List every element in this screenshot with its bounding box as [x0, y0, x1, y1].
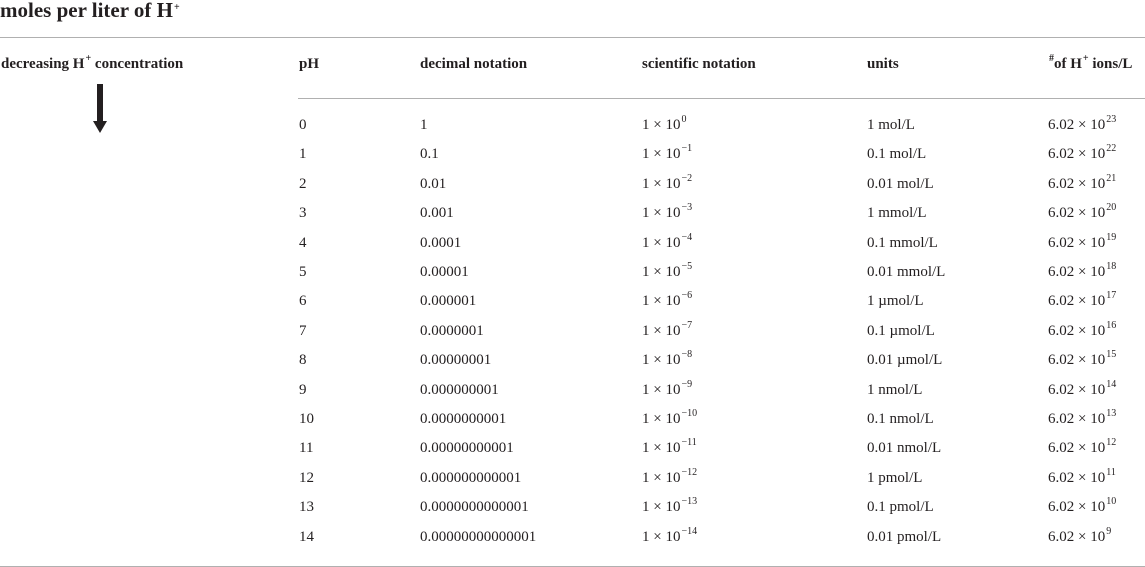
cell-scientific — [642, 143, 693, 163]
cell-decimal — [420, 382, 499, 399]
cell-scientific-text: 1 × 10 — [642, 117, 681, 133]
cell-scientific-text: 1 × 10 — [642, 264, 681, 280]
table-row — [0, 349, 1145, 381]
cell-scientific-exponent: −4 — [681, 231, 693, 243]
cell-ph — [299, 117, 307, 134]
cell-ions-text: 6.02 × 10 — [1048, 293, 1106, 310]
table-row — [0, 466, 1145, 499]
cell-units — [867, 499, 934, 516]
table-title — [0, 0, 180, 23]
cell-ions — [1048, 525, 1112, 546]
cell-decimal-text: 0.000000001 — [420, 381, 499, 398]
cell-ions — [1048, 378, 1117, 399]
side-label-text: decreasing H — [1, 56, 85, 72]
cell-units-text: 0.01 pmol/L — [867, 528, 942, 545]
cell-ph-text: 2 — [299, 175, 307, 192]
cell-scientific-exponent: −12 — [681, 466, 698, 478]
cell-ions-exponent: 10 — [1106, 496, 1117, 508]
cell-units — [867, 411, 934, 428]
cell-scientific-text: 1 × 10 — [642, 381, 681, 398]
cell-ph-text: 10 — [299, 411, 314, 427]
cell-decimal — [420, 205, 454, 222]
cell-ph — [299, 323, 307, 340]
cell-units-text: 1 nmol/L — [867, 381, 923, 398]
cell-units-text: 1 µmol/L — [867, 293, 924, 310]
cell-ph-text: 6 — [299, 293, 307, 310]
cell-ph-text: 11 — [299, 440, 314, 457]
cell-ions-text: 6.02 × 10 — [1048, 499, 1106, 516]
cell-ions — [1048, 466, 1116, 487]
cell-ions — [1048, 143, 1117, 163]
cell-units — [867, 382, 922, 399]
table-row — [0, 290, 1145, 322]
table-row — [0, 319, 1145, 352]
cell-scientific — [642, 202, 693, 222]
cell-scientific — [642, 290, 693, 310]
cell-ph-text: 12 — [299, 469, 314, 486]
cell-scientific-exponent: −13 — [681, 496, 698, 508]
cell-decimal-text: 0.0000000001 — [420, 411, 507, 427]
cell-scientific — [642, 114, 687, 134]
header-ions-per-liter — [1048, 53, 1133, 73]
cell-decimal-text: 0.01 — [420, 175, 447, 192]
cell-units — [867, 264, 945, 281]
table-row — [0, 143, 1145, 175]
header-units: units — [867, 56, 899, 72]
cell-ions-exponent: 20 — [1106, 202, 1117, 214]
cell-scientific-exponent: −14 — [681, 525, 698, 537]
cell-ph-text: 3 — [299, 205, 307, 222]
cell-units — [867, 352, 942, 369]
cell-units — [867, 293, 924, 310]
cell-ions-exponent: 21 — [1106, 172, 1117, 184]
cell-ph — [299, 440, 313, 457]
cell-units-text: 1 mol/L — [867, 117, 915, 133]
cell-decimal — [420, 440, 514, 457]
cell-ions-exponent: 22 — [1106, 143, 1117, 155]
cell-scientific — [642, 466, 698, 487]
cell-ions-exponent: 18 — [1106, 261, 1117, 272]
cell-scientific-text: 1 × 10 — [642, 440, 681, 457]
cell-ph-text: 13 — [299, 499, 314, 516]
cell-scientific-exponent: −11 — [681, 437, 697, 449]
header-scientific-notation: scientific notation — [642, 56, 756, 72]
cell-ions-text: 6.02 × 10 — [1048, 264, 1106, 280]
side-label-superscript: + — [85, 53, 92, 64]
cell-ions-exponent: 12 — [1106, 437, 1117, 449]
cell-units-text: 0.1 mol/L — [867, 146, 927, 163]
cell-ions-exponent: 9 — [1106, 525, 1112, 537]
cell-scientific-text: 1 × 10 — [642, 499, 681, 516]
cell-scientific — [642, 231, 693, 252]
cell-scientific-text: 1 × 10 — [642, 352, 681, 369]
cell-decimal — [420, 176, 446, 193]
cell-scientific — [642, 261, 693, 281]
cell-scientific-exponent: −9 — [681, 378, 693, 390]
cell-decimal-text: 0.000000000001 — [420, 469, 522, 486]
cell-decimal — [420, 411, 506, 428]
cell-scientific-text: 1 × 10 — [642, 411, 681, 427]
cell-ions — [1048, 437, 1117, 457]
cell-units-text: 0.1 nmol/L — [867, 411, 934, 427]
table-row — [0, 202, 1145, 234]
cell-decimal — [420, 146, 439, 163]
cell-ions-text: 6.02 × 10 — [1048, 469, 1106, 486]
cell-ph — [299, 499, 314, 516]
cell-units-text: 0.01 µmol/L — [867, 352, 943, 369]
cell-scientific-exponent: −8 — [681, 349, 693, 361]
cell-ph-text: 4 — [299, 234, 307, 251]
cell-ions-text: 6.02 × 10 — [1048, 117, 1106, 133]
cell-ph-text: 8 — [299, 352, 307, 369]
cell-ions — [1048, 290, 1117, 310]
top-rule — [0, 37, 1145, 38]
cell-decimal-text: 0.0001 — [420, 234, 462, 251]
cell-scientific-exponent: −6 — [681, 290, 693, 302]
cell-ions-text: 6.02 × 10 — [1048, 352, 1106, 369]
cell-scientific — [642, 525, 698, 546]
cell-ions — [1048, 319, 1117, 340]
cell-ions — [1048, 349, 1117, 369]
table-row — [0, 231, 1145, 264]
header-ions-superscript: + — [1082, 53, 1089, 64]
table-row — [0, 525, 1145, 558]
cell-scientific-text: 1 × 10 — [642, 322, 681, 339]
title-superscript: + — [174, 2, 180, 13]
cell-scientific-exponent: −1 — [681, 143, 693, 155]
cell-units — [867, 323, 935, 340]
cell-units — [867, 176, 934, 193]
cell-decimal-text: 0.00001 — [420, 264, 469, 280]
cell-scientific-text: 1 × 10 — [642, 293, 681, 310]
cell-ph — [299, 235, 307, 252]
cell-ions-text: 6.02 × 10 — [1048, 234, 1106, 251]
cell-ions-exponent: 19 — [1106, 231, 1117, 243]
cell-units — [867, 235, 938, 252]
cell-decimal — [420, 323, 484, 340]
cell-decimal-text: 0.000001 — [420, 293, 477, 310]
cell-ions-exponent: 13 — [1106, 408, 1117, 419]
cell-ions-text: 6.02 × 10 — [1048, 146, 1106, 163]
cell-scientific — [642, 496, 698, 516]
header-ions-suffix: ions/L — [1088, 56, 1133, 72]
cell-decimal — [420, 470, 521, 487]
cell-scientific-exponent: −7 — [681, 319, 693, 331]
cell-scientific-text: 1 × 10 — [642, 469, 681, 486]
cell-ph — [299, 411, 314, 428]
cell-scientific-exponent: −5 — [681, 261, 693, 272]
cell-scientific — [642, 408, 698, 428]
cell-decimal — [420, 117, 428, 134]
cell-units-text: 0.1 µmol/L — [867, 322, 935, 339]
cell-scientific-text: 1 × 10 — [642, 146, 681, 163]
cell-scientific-exponent: −3 — [681, 202, 693, 214]
cell-units-text: 0.01 mmol/L — [867, 264, 946, 280]
table-row — [0, 378, 1145, 411]
cell-ph-text: 1 — [299, 146, 307, 163]
cell-decimal-text: 0.0000001 — [420, 322, 484, 339]
cell-ions-exponent: 14 — [1106, 378, 1117, 390]
cell-ions — [1048, 231, 1117, 252]
header-rule — [298, 98, 1145, 99]
cell-units-text: 0.01 mol/L — [867, 175, 934, 192]
cell-ph — [299, 293, 307, 310]
cell-ions — [1048, 172, 1117, 193]
cell-decimal-text: 1 — [420, 117, 428, 133]
table-row — [0, 114, 1145, 146]
cell-ions — [1048, 408, 1117, 428]
cell-decimal-text: 0.00000000001 — [420, 440, 514, 457]
cell-ions-text: 6.02 × 10 — [1048, 322, 1106, 339]
cell-ions-text: 6.02 × 10 — [1048, 175, 1106, 192]
cell-decimal-text: 0.001 — [420, 205, 454, 222]
cell-decimal — [420, 499, 529, 516]
cell-scientific — [642, 378, 693, 399]
cell-scientific — [642, 349, 693, 369]
cell-scientific-exponent: −2 — [681, 172, 693, 184]
cell-units — [867, 470, 922, 487]
header-ions-prefix: # — [1049, 53, 1054, 64]
table-row — [0, 496, 1145, 528]
side-label — [1, 53, 184, 73]
cell-ph-text: 5 — [299, 264, 307, 280]
cell-ions-exponent: 17 — [1106, 290, 1117, 302]
cell-ph — [299, 176, 307, 193]
cell-scientific-text: 1 × 10 — [642, 205, 681, 222]
cell-ions-text: 6.02 × 10 — [1048, 205, 1106, 222]
cell-units — [867, 205, 927, 222]
cell-scientific — [642, 172, 693, 193]
cell-ions-text: 6.02 × 10 — [1048, 528, 1106, 545]
header-ions-text: of H — [1054, 56, 1082, 72]
cell-units-text: 1 pmol/L — [867, 469, 923, 486]
table-row — [0, 437, 1145, 469]
cell-ions-exponent: 16 — [1106, 319, 1117, 331]
header-decimal-notation: decimal notation — [420, 56, 528, 72]
cell-units-text: 0.1 pmol/L — [867, 499, 934, 516]
cell-ph-text: 7 — [299, 322, 307, 339]
cell-scientific-text: 1 × 10 — [642, 234, 681, 251]
cell-ions-text: 6.02 × 10 — [1048, 440, 1106, 457]
cell-decimal-text: 0.00000000000001 — [420, 528, 537, 545]
cell-decimal-text: 0.00000001 — [420, 352, 492, 369]
cell-scientific-text: 1 × 10 — [642, 528, 681, 545]
cell-scientific-exponent: 0 — [681, 114, 687, 125]
cell-ph — [299, 529, 314, 546]
header-ph: pH — [299, 56, 320, 72]
table-row — [0, 408, 1145, 440]
cell-ph — [299, 382, 307, 399]
cell-ph — [299, 470, 314, 487]
cell-scientific — [642, 437, 697, 457]
cell-ph — [299, 205, 307, 222]
table-row — [0, 261, 1145, 293]
cell-scientific-text: 1 × 10 — [642, 175, 681, 192]
title-text: moles per liter of H — [0, 0, 174, 22]
cell-decimal — [420, 529, 536, 546]
cell-ph — [299, 264, 307, 281]
cell-units-text: 0.1 mmol/L — [867, 234, 938, 251]
cell-decimal — [420, 293, 476, 310]
cell-decimal-text: 0.1 — [420, 146, 439, 163]
cell-ph-text: 0 — [299, 117, 307, 133]
cell-units — [867, 440, 941, 457]
cell-scientific-exponent: −10 — [681, 408, 698, 419]
cell-ions — [1048, 496, 1117, 516]
cell-ph-text: 9 — [299, 381, 307, 398]
cell-ph — [299, 146, 307, 163]
cell-decimal — [420, 264, 469, 281]
cell-units — [867, 146, 926, 163]
cell-decimal — [420, 352, 491, 369]
table-row — [0, 172, 1145, 205]
cell-ph-text: 14 — [299, 528, 314, 545]
cell-decimal — [420, 235, 461, 252]
cell-ions — [1048, 261, 1117, 281]
cell-scientific — [642, 319, 693, 340]
cell-units — [867, 117, 915, 134]
cell-decimal-text: 0.0000000000001 — [420, 499, 529, 516]
cell-units — [867, 529, 941, 546]
cell-ions-text: 6.02 × 10 — [1048, 381, 1106, 398]
cell-units-text: 1 mmol/L — [867, 205, 927, 222]
cell-ph — [299, 352, 307, 369]
cell-ions-exponent: 11 — [1106, 466, 1116, 478]
cell-units-text: 0.01 nmol/L — [867, 440, 942, 457]
cell-ions — [1048, 114, 1117, 134]
cell-ions — [1048, 202, 1117, 222]
cell-ions-exponent: 23 — [1106, 114, 1117, 125]
cell-ions-exponent: 15 — [1106, 349, 1117, 361]
cell-ions-text: 6.02 × 10 — [1048, 411, 1106, 427]
side-label-suffix: concentration — [91, 56, 184, 72]
